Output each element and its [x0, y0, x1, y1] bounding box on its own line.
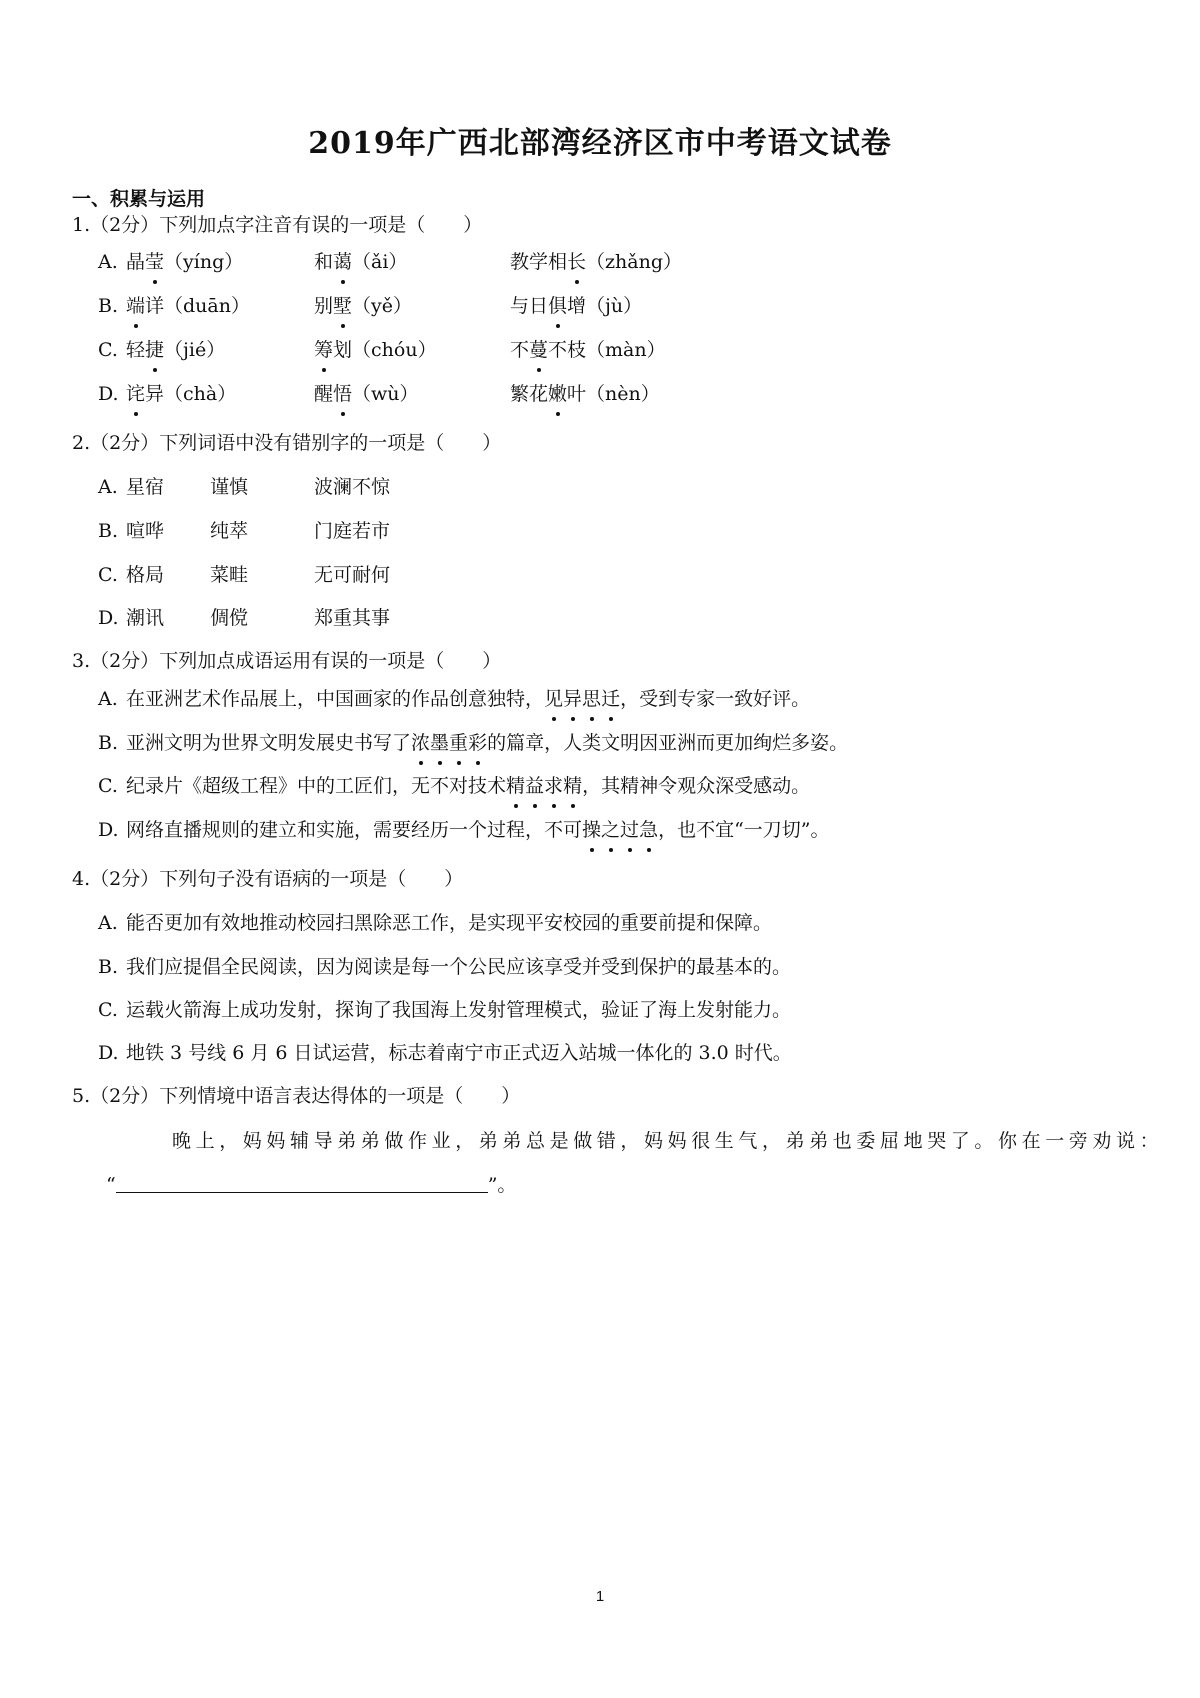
page-number: 1	[595, 1588, 605, 1605]
q2-option-c	[98, 562, 391, 588]
q1-b-item-3: 与日俱增（jù）	[510, 295, 643, 317]
q4-option-a	[98, 910, 773, 936]
q5-passage: 晚上，妈妈辅导弟弟做作业，弟弟总是做错，妈妈很生气，弟弟也委屈地哭了。你在一旁劝说：	[172, 1130, 1164, 1152]
q2-b-word-3: 门庭若市	[314, 520, 391, 542]
q4-option-c	[98, 997, 792, 1023]
q1-option-d	[98, 381, 660, 407]
q2-a-word-2: 谨慎	[210, 476, 249, 498]
option-label: D.	[98, 819, 119, 841]
q1-b-item-1: 端详（duān）	[126, 295, 250, 317]
q4-b-text: 我们应提倡全民阅读，因为阅读是每一个公民应该享受并受到保护的最基本的。	[126, 956, 792, 978]
q2-c-word-3: 无可耐何	[314, 564, 391, 586]
q4-option-d	[98, 1040, 792, 1066]
quote-open: “	[106, 1174, 116, 1196]
q1-c-item-2: 筹划（chóu）	[314, 339, 437, 361]
option-label: C.	[98, 999, 118, 1021]
section-heading: 一、积累与运用	[72, 188, 206, 210]
option-label: D.	[98, 383, 119, 405]
q4-option-b	[98, 954, 792, 980]
question-1-stem: 1.（2分）下列加点字注音有误的一项是（ ）	[72, 214, 483, 236]
q1-d-item-2: 醒悟（wù）	[314, 383, 419, 405]
question-2-stem: 2.（2分）下列词语中没有错别字的一项是（ ）	[72, 432, 502, 454]
q1-option-b	[98, 293, 643, 319]
q1-b-item-2: 别墅（yě）	[314, 295, 413, 317]
question-3-stem: 3.（2分）下列加点成语运用有误的一项是（ ）	[72, 650, 502, 672]
question-5-stem: 5.（2分）下列情境中语言表达得体的一项是（ ）	[72, 1085, 521, 1107]
option-label: B.	[98, 732, 119, 754]
q2-option-b	[98, 518, 391, 544]
q4-c-text: 运载火箭海上成功发射，探询了我国海上发射管理模式，验证了海上发射能力。	[126, 999, 792, 1021]
option-label: B.	[98, 956, 119, 978]
q2-d-word-2: 倜傥	[210, 607, 249, 629]
q1-a-item-1: 晶莹（yíng）	[126, 251, 244, 273]
page-title: 2019年广西北部湾经济区市中考语文试卷	[308, 126, 892, 161]
q1-c-item-3: 不蔓不枝（màn）	[510, 339, 666, 361]
q2-b-word-1: 喧哗	[126, 520, 165, 542]
q1-a-item-2: 和蔼（ǎi）	[314, 251, 408, 273]
option-label: C.	[98, 775, 118, 797]
q2-option-a	[98, 474, 391, 500]
q1-option-a	[98, 249, 683, 275]
q3-b-text: 亚洲文明为世界文明发展史书写了浓墨重彩的篇章，人类文明因亚洲而更加绚烂多姿。	[126, 732, 849, 754]
q2-d-word-3: 郑重其事	[314, 607, 391, 629]
q3-a-text: 在亚洲艺术作品展上，中国画家的作品创意独特，见异思迁，受到专家一致好评。	[126, 688, 811, 710]
q3-option-b	[98, 730, 849, 756]
q1-c-item-1: 轻捷（jié）	[126, 339, 226, 361]
option-label: A.	[98, 251, 118, 273]
q2-d-word-1: 潮讯	[126, 607, 165, 629]
q5-answer-line	[106, 1172, 516, 1198]
option-label: A.	[98, 476, 118, 498]
q2-c-word-2: 菜畦	[210, 564, 249, 586]
q2-a-word-3: 波澜不惊	[314, 476, 391, 498]
q3-option-c	[98, 773, 811, 799]
option-label: B.	[98, 520, 119, 542]
q2-option-d	[98, 605, 391, 631]
q3-d-text: 网络直播规则的建立和实施，需要经历一个过程，不可操之过急，也不宜“一刀切”。	[126, 819, 830, 841]
option-label: A.	[98, 688, 118, 710]
option-label: A.	[98, 912, 118, 934]
option-label: C.	[98, 339, 118, 361]
quote-close: ”。	[487, 1174, 517, 1196]
q3-option-a	[98, 686, 811, 712]
question-4-stem: 4.（2分）下列句子没有语病的一项是（ ）	[72, 868, 464, 890]
q4-d-text: 地铁 3 号线 6 月 6 日试运营，标志着南宁市正式迈入站城一体化的 3.0 时代。	[126, 1042, 792, 1064]
q1-option-c	[98, 337, 666, 363]
q2-c-word-1: 格局	[126, 564, 165, 586]
option-label: D.	[98, 1042, 119, 1064]
q1-d-item-3: 繁花嫩叶（nèn）	[510, 383, 660, 405]
option-label: C.	[98, 564, 118, 586]
q3-c-text: 纪录片《超级工程》中的工匠们，无不对技术精益求精，其精神令观众深受感动。	[126, 775, 811, 797]
option-label: D.	[98, 607, 119, 629]
q4-a-text: 能否更加有效地推动校园扫黑除恶工作，是实现平安校园的重要前提和保障。	[126, 912, 773, 934]
q2-a-word-1: 星宿	[126, 476, 165, 498]
q2-b-word-2: 纯萃	[210, 520, 249, 542]
option-label: B.	[98, 295, 119, 317]
q3-option-d	[98, 817, 830, 843]
answer-blank[interactable]	[116, 1172, 488, 1193]
q1-d-item-1: 诧异（chà）	[126, 383, 237, 405]
q1-a-item-3: 教学相长（zhǎng）	[510, 251, 683, 273]
